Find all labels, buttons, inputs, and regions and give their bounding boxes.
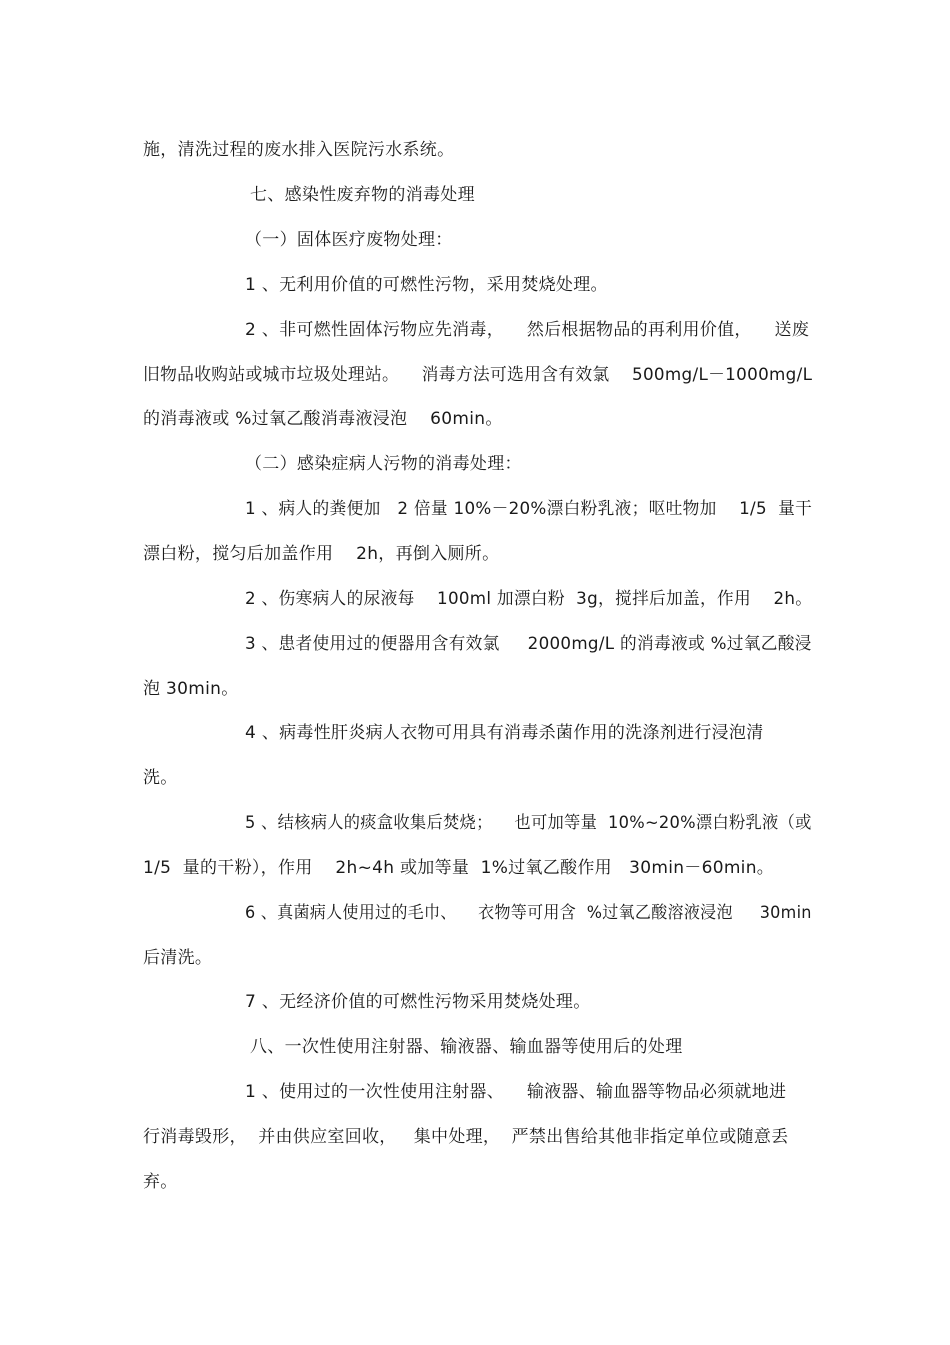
paragraph-line: 洗。 [143,768,178,788]
paragraph-line: 泡 30min。 [143,679,239,699]
paragraph-line: 施，清洗过程的废水排入医院污水系统。 [143,140,455,160]
paragraph-line: 7 、无经济价值的可燃性污物采用焚烧处理。 [245,992,591,1012]
subsection-heading: （一）固体医疗废物处理： [245,230,453,250]
paragraph-line: 1 、使用过的一次性使用注射器、 输液器、输血器等物品必须就地进 [245,1082,787,1102]
paragraph-line: 后清洗。 [143,948,213,968]
paragraph-line: 漂白粉，搅匀后加盖作用 2h，再倒入厕所。 [143,544,500,564]
paragraph-line: 2 、伤寒病人的尿液每 100ml 加漂白粉 3g，搅拌后加盖，作用 2h。 [245,589,813,609]
paragraph-line: 1/5 量的干粉），作用 2h~4h 或加等量 1%过氧乙酸作用 30min－60min。 [143,858,775,878]
paragraph-line: 5 、结核病人的痰盒收集后焚烧； 也可加等量 10%~20%漂白粉乳液（或 [245,813,812,833]
paragraph-line: 2 、非可燃性固体污物应先消毒， 然后根据物品的再利用价值， 送废 [245,320,810,340]
section-heading: 七、感染性废弃物的消毒处理 [250,185,475,205]
paragraph-line: 6 、真菌病人使用过的毛巾、 衣物等可用含 %过氧乙酸溶液浸泡 30min [245,903,812,923]
section-heading: 八、一次性使用注射器、输液器、输血器等使用后的处理 [250,1037,683,1057]
paragraph-line: 4 、病毒性肝炎病人衣物可用具有消毒杀菌作用的洗涤剂进行浸泡清 [245,723,764,743]
paragraph-line: 旧物品收购站或城市垃圾处理站。 消毒方法可选用含有效氯 500mg/L－1000mg/L [143,365,813,385]
subsection-heading: （二）感染症病人污物的消毒处理： [245,454,522,474]
paragraph-line: 行消毒毁形， 并由供应室回收， 集中处理， 严禁出售给其他非指定单位或随意丢 [143,1127,789,1147]
paragraph-line: 弃。 [143,1172,178,1192]
paragraph-line: 的消毒液或 %过氧乙酸消毒液浸泡 60min。 [143,409,503,429]
paragraph-line: 1 、病人的粪便加 2 倍量 10%－20%漂白粉乳液；呕吐物加 1/5 量干 [245,499,813,519]
paragraph-line: 3 、患者使用过的便器用含有效氯 2000mg/L 的消毒液或 %过氧乙酸浸 [245,634,812,654]
paragraph-line: 1 、无利用价值的可燃性污物，采用焚烧处理。 [245,275,608,295]
